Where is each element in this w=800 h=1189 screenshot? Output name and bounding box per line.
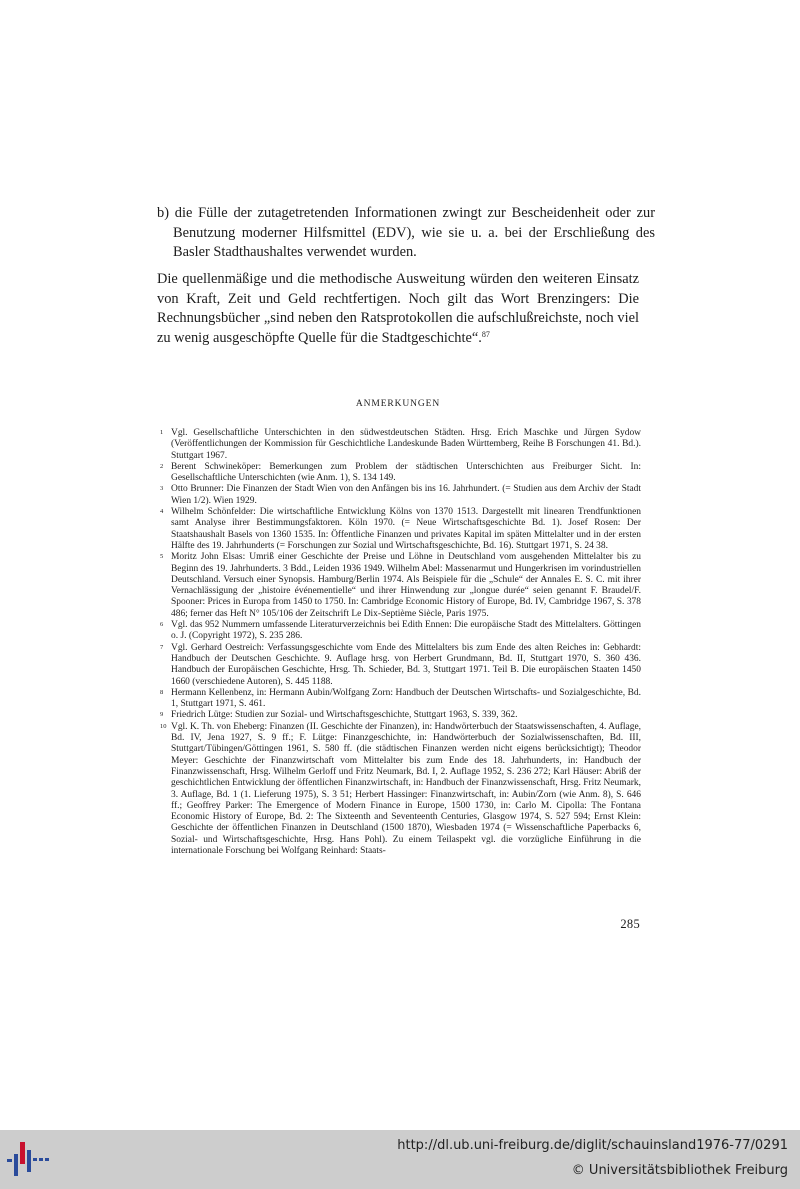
note-9 (158, 710, 641, 721)
note-2 (158, 462, 641, 485)
note-number: 7 (160, 643, 164, 651)
note-number: 3 (160, 485, 164, 493)
note-text: Friedrich Lütge: Studien zur Sozial- und Wirtschaftsgeschichte, Stuttgart 1963, S. 339, 362. (171, 710, 518, 721)
note-text: Moritz John Elsas: Umriß einer Geschichte der Preise und Löhne in Deutschland vom ausgehenden Mittelalter bis zu Beginn des 19. Jahrhunderts. 3 Bdd., Leiden 1936 1949. Wilhelm Abel: Massenarmut und Hungerkrisen im vorindustriellen Deutschland. Versuch einer Synopsis. Hamburg/Berlin 1974. Als Beispiele für die „Schule“ der Annales E. S. C. mit ihrer Vernachlässigung der „histoire événementielle“ und ihrer Hinwendung zur „longue durée“ seien genannt F. Braudel/F. Spooner: Prices in Europa from 1450 to 1750. In: Cambridge Economic History of Europe, Bd. IV, Cambridge 1967, S. 378 486; ferner das Heft N° 105/106 der Zeitschrift Le Dix-Septième Siècle, Paris 1975. (171, 552, 641, 619)
note-6 (158, 620, 641, 643)
note-text: Vgl. Gesellschaftliche Unterschichten in den südwestdeutschen Städten. Hrsg. Erich Maschke und Jürgen Sydow (Veröffentlichungen der Kommission für Geschichtliche Landeskunde Baden Württemberg, Reihe B Forschungen 41. Bd.). Stuttgart 1967. (171, 428, 641, 461)
note-text: Vgl. K. Th. von Eheberg: Finanzen (II. Geschichte der Finanzen), in: Handwörterbuch der Staatswissenschaften, 4. Auflage, Bd. IV, Jena 1927, S. 9 ff.; F. Lütge: Finanzgeschichte, in: Handwörterbuch der Sozialwissenschaften, Bd. III, Stuttgart/Tübingen/Göttingen 1961, S. 580 ff. (die städtischen Finanzen werden nicht eigens berücksichtigt); Theodor Meyer: Geschichte der Finanzwirtschaft vom Mittelalter bis zum Ende des 18. Jahrhunderts, in: Handbuch der Finanzwissenschaft, Hrsg. Wilhelm Gerloff und Fritz Neumark, Bd. I, 2. Auflage 1952, S. 236 272; Karl Häuser: Abriß der geschichtlichen Entwicklung der öffentlichen Finanzwirtschaft, in: Handbuch der Finanzwissenschaft, Hrsg. Fritz Neumark, 3. Auflage, Bd. 1 (1. Lieferung 1975), S. 3 51; Herbert Hassinger: Finanzwirtschaft, in: Aubin/Zorn (wie Anm. 8), S. 646 ff.; Geoffrey Parker: The Emergence of Modern Finance in Europe, 1500 1730, in: Carlo M. Cipolla: The Fontana Economic History of Europe, Bd. 2: The Sixteenth and Seventeenth Centuries, Glasgow 1974, S. 527 594; Ernst Klein: Geschichte der öffentlichen Finanzen in Deutschland (1500 1870), Wiesbaden 1974 (= Wissenschaftliche Paperbacks 6, Sozial- und Wirtschaftsgeschichte, Hrsg. Hans Pohl). Zu einem Teilaspekt vgl. die vorzügliche Einführung in die internationale Forschung bei Wolfgang Reinhard: Staats- (171, 721, 641, 856)
note-text: Vgl. Gerhard Oestreich: Verfassungsgeschichte vom Ende des Mittelalters bis zum Ende des alten Reiches in: Gebhardt: Handbuch der Deutschen Geschichte. 9. Auflage hrsg. von Herbert Grundmann, Bd. II, Stuttgart 1970, S. 360 436. Handbuch der Europäischen Geschichte, Hrsg. Th. Schieder, Bd. 3, Stuttgart 1971. Teil B. Die europäischen Staaten 1450 1660 (verschiedene Autoren), S. 445 1188. (171, 642, 641, 687)
note-4 (158, 507, 641, 552)
note-text: Berent Schwineköper: Bemerkungen zum Problem der städtischen Unterschichten aus Freiburger Sicht. In: Gesellschaftliche Unterschichten (wie Anm. 1), S. 134 149. (171, 461, 641, 484)
footnote-reference: 87 (481, 329, 490, 339)
note-1 (158, 428, 641, 462)
page-number: 285 (620, 917, 640, 931)
note-text: Vgl. das 952 Nummern umfassende Literaturverzeichnis bei Edith Ennen: Die europäische Stadt des Mittelalters. Göttingen o. J. (Copyright 1972), S. 235 286. (171, 620, 641, 642)
note-number: 10 (160, 722, 167, 730)
note-number: 6 (160, 621, 164, 629)
notes-heading: ANMERKUNGEN (355, 399, 441, 409)
viewer-footer (0, 1130, 800, 1189)
note-text: Hermann Kellenbenz, in: Hermann Aubin/Wolfgang Zorn: Handbuch der Deutschen Wirtschafts- und Sozialgeschichte, Bd. 1, Stuttgart 1971, S. 461. (171, 687, 641, 710)
note-number: 8 (160, 688, 164, 696)
note-number: 4 (160, 508, 164, 516)
note-5 (158, 552, 641, 620)
paragraph-text: Die quellenmäßige und die methodische Ausweitung würden den weiteren Einsatz von Kraft, Zeit und Geld rechtfertigen. Noch gilt das Wort Brenzingers: Die Rechnungsbücher „sind neben den Ratsprotokollen die aufschlußreichste, noch viel zu wenig ausgeschöpfte Quelle für die Stadtgeschichte“. (157, 271, 639, 346)
library-logo-icon (6, 1138, 50, 1182)
note-10 (158, 722, 641, 858)
note-7 (158, 643, 641, 688)
permalink-url[interactable]: http://dl.ub.uni-freiburg.de/diglit/schauinsland1976-77/0291 (397, 1138, 788, 1153)
notes-list (158, 428, 641, 857)
note-text: Otto Brunner: Die Finanzen der Stadt Wien von den Anfängen bis ins 16. Jahrhundert. (= Studien aus dem Archiv der Stadt Wien 1/2). Wien 1929. (171, 484, 641, 506)
note-3 (158, 484, 641, 507)
note-number: 2 (160, 462, 164, 470)
note-number: 1 (160, 429, 164, 436)
note-number: 5 (160, 553, 164, 561)
note-8 (158, 688, 641, 711)
body-paragraph (157, 270, 639, 348)
copyright-notice: © Universitätsbibliothek Freiburg (571, 1163, 788, 1178)
list-item-b: b) die Fülle der zutagetretenden Informationen zwingt zur Bescheidenheit oder zur Benutzung moderner Hilfsmittel (EDV), wie sie u. a. bei der Erschließung des Basler Stadthaushaltes verwendet wurden. (157, 205, 655, 261)
note-number: 9 (160, 711, 164, 719)
note-text: Wilhelm Schönfelder: Die wirtschaftliche Entwicklung Kölns von 1370 1513. Dargestellt mit linearen Trendfunktionen samt Analyse ihrer Bestimmungsfaktoren. Köln 1970. (= Neue Wirtschaftsgeschichte Bd. 1). Josef Rosen: Der Staatshaushalt Basels von 1360 1535. In: Öffentliche Finanzen und privates Kapital im späten Mittelalter und in der ersten Hälfte des 19. Jahrhunderts (= Forschungen zur Sozial und Wirtschaftsgeschichte, Bd. 16). Stuttgart 1971, S. 24 38. (171, 507, 641, 551)
